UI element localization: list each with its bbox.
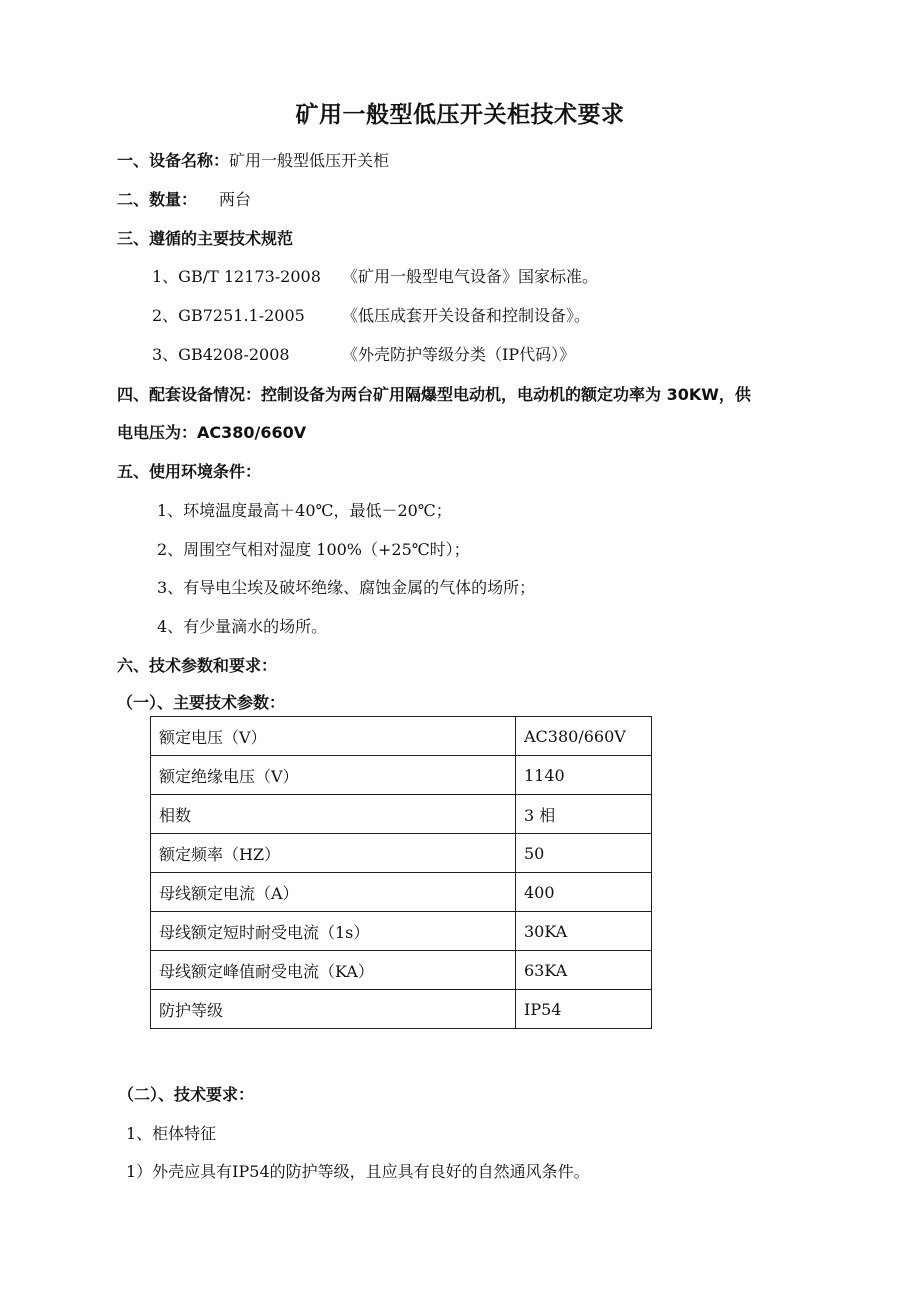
section-equipment-line1: 四、配套设备情况：控制设备为两台矿用隔爆型电动机，电动机的额定功率为 30KW，供 [117, 385, 751, 404]
standard-item [152, 266, 598, 288]
table-row [151, 717, 652, 756]
params-subheading: （一）、主要技术参数： [117, 693, 286, 712]
param-value: 400 [516, 873, 652, 912]
table-row [151, 951, 652, 990]
standard-number: 2、GB7251.1-2005 [152, 306, 305, 325]
param-value: 50 [516, 834, 652, 873]
param-name: 母线额定峰值耐受电流（KA） [151, 951, 516, 990]
quantity-value: 两台 [219, 190, 252, 209]
standard-item [152, 344, 575, 366]
environment-item: 3、有导电尘埃及破坏绝缘、腐蚀金属的气体的场所； [157, 578, 536, 597]
page-title: 矿用一般型低压开关柜技术要求 [295, 102, 625, 128]
param-name: 相数 [151, 795, 516, 834]
param-value: 63KA [516, 951, 652, 990]
requirements-item-text: 1）外壳应具有IP54的防护等级，且应具有良好的自然通风条件。 [126, 1162, 590, 1181]
table-row [151, 834, 652, 873]
section-params-heading: 六、技术参数和要求： [117, 656, 278, 675]
standard-name: 《低压成套开关设备和控制设备》。 [342, 306, 591, 325]
requirements-item-heading: 1、柜体特征 [126, 1124, 217, 1143]
param-value: 3 相 [516, 795, 652, 834]
environment-item: 1、环境温度最高＋40℃，最低－20℃； [157, 501, 452, 520]
standard-name: 《外壳防护等级分类（IP代码）》 [342, 345, 576, 364]
param-name: 额定频率（HZ） [151, 834, 516, 873]
table-row [151, 990, 652, 1029]
table-row [151, 756, 652, 795]
section-equipment-line2: 电电压为：AC380/660V [117, 423, 307, 442]
table-row [151, 912, 652, 951]
environment-item: 2、周围空气相对湿度 100%（+25℃时）； [157, 540, 470, 559]
standard-number: 1、GB/T 12173-2008 [152, 267, 321, 286]
param-value: 1140 [516, 756, 652, 795]
quantity-label: 二、数量： [117, 190, 198, 209]
requirements-subheading: （二）、技术要求： [118, 1085, 255, 1104]
equipment-name-value: 矿用一般型低压开关柜 [229, 151, 390, 170]
param-name: 防护等级 [151, 990, 516, 1029]
param-name: 额定绝缘电压（V） [151, 756, 516, 795]
section-environment-heading: 五、使用环境条件： [117, 462, 262, 481]
environment-item: 4、有少量滴水的场所。 [157, 617, 328, 636]
section-quantity [117, 189, 251, 211]
table-row [151, 873, 652, 912]
param-name: 母线额定短时耐受电流（1s） [151, 912, 516, 951]
param-name: 额定电压（V） [151, 717, 516, 756]
param-name: 母线额定电流（A） [151, 873, 516, 912]
table-row [151, 795, 652, 834]
standard-name: 《矿用一般型电气设备》国家标准。 [342, 267, 599, 286]
equipment-name-label: 一、设备名称： [117, 151, 230, 170]
param-value: AC380/660V [516, 717, 652, 756]
param-value: IP54 [516, 990, 652, 1029]
section-equipment-name [117, 150, 389, 172]
standard-number: 3、GB4208-2008 [152, 345, 290, 364]
section-standards-heading: 三、遵循的主要技术规范 [117, 229, 294, 248]
standard-item [152, 305, 590, 327]
params-table [150, 716, 652, 1029]
param-value: 30KA [516, 912, 652, 951]
